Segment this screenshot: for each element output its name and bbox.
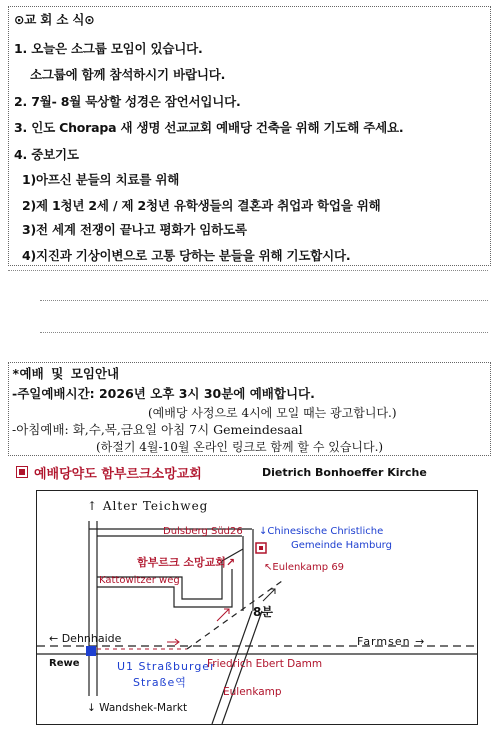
map-heading: 예배당약도 함부르크소망교회 — [34, 467, 202, 482]
notice-line-2: 2. 7월- 8월 묵상할 성경은 잠언서입니다. — [14, 94, 241, 109]
label-eulenkamp-69: ↖Eulenkamp 69 — [264, 562, 345, 573]
divider — [40, 300, 488, 301]
main-service-time: -주일예배시간: 2026년 오후 3시 30분에 예배합니다. — [12, 386, 315, 401]
label-chinese-church: ↓Chinesische Christliche — [259, 526, 384, 537]
label-kattowitzer-weg: Kattowitzer weg — [99, 575, 180, 586]
label-farmsen: Farmsen → — [357, 635, 426, 648]
label-dulsberg: Dulsberg Süd26 — [163, 526, 243, 537]
notice-line-3: 3. 인도 Chorapa 새 생명 선교교회 예배당 건축을 위해 기도해 주세요. — [14, 120, 404, 135]
notice-line-1: 1. 오늘은 소그룹 모임이 있습니다. — [14, 41, 203, 56]
main-service-note: (예배당 사정으로 4시에 모일 때는 광고합니다.) — [148, 406, 397, 420]
worship-heading: *예배 및 모임안내 — [12, 366, 120, 381]
prayer-item-2: 2)제 1청년 2세 / 제 2청년 유학생들의 결혼과 취업과 학업을 위해 — [22, 198, 381, 213]
label-u1-station: U1 Straßburger — [117, 660, 216, 673]
map-heading-icon — [16, 466, 28, 478]
label-friedrich-ebert-damm: Friedrich Ebert Damm — [207, 658, 323, 670]
prayer-item-3: 3)전 세계 전쟁이 끝나고 평화가 임하도록 — [22, 222, 247, 237]
prayer-item-1: 1)아프신 분들의 치료를 위해 — [22, 172, 180, 187]
label-rewe: Rewe — [49, 658, 80, 669]
notices-title: ⊙교 회 소 식⊙ — [14, 12, 95, 27]
prayer-item-4: 4)지진과 기상이변으로 고통 당하는 분들을 위해 기도합시다. — [22, 248, 351, 263]
label-wandsbek: ↓ Wandshek-Markt — [87, 702, 188, 714]
divider — [8, 270, 488, 271]
notice-line-1b: 소그룹에 함께 참석하시기 바랍니다. — [30, 67, 226, 82]
divider — [40, 332, 488, 333]
label-u1-station-2: Straße역 — [133, 676, 187, 689]
morning-service-note: (하절기 4월-10월 온라인 링크로 함께 할 수 있습니다.) — [96, 440, 384, 454]
label-8-minutes: 8분 — [253, 605, 273, 619]
label-chinese-church-2: Gemeinde Hamburg — [291, 540, 392, 551]
map-heading-en: Dietrich Bonhoeffer Kirche — [262, 466, 427, 479]
morning-service: -아침예배: 화,수,목,금요일 아침 7시 Gemeindesaal — [12, 422, 303, 437]
label-eulenkamp: Eulenkamp — [223, 686, 282, 698]
notice-line-4: 4. 중보기도 — [14, 147, 79, 162]
label-alter-teichweg: ↑ Alter Teichweg — [87, 499, 209, 513]
label-church-kr: 함부르크 소망교회↗ — [137, 556, 236, 569]
directions-map — [36, 490, 478, 725]
label-dehnhaide: ← Dehnhaide — [49, 632, 122, 645]
